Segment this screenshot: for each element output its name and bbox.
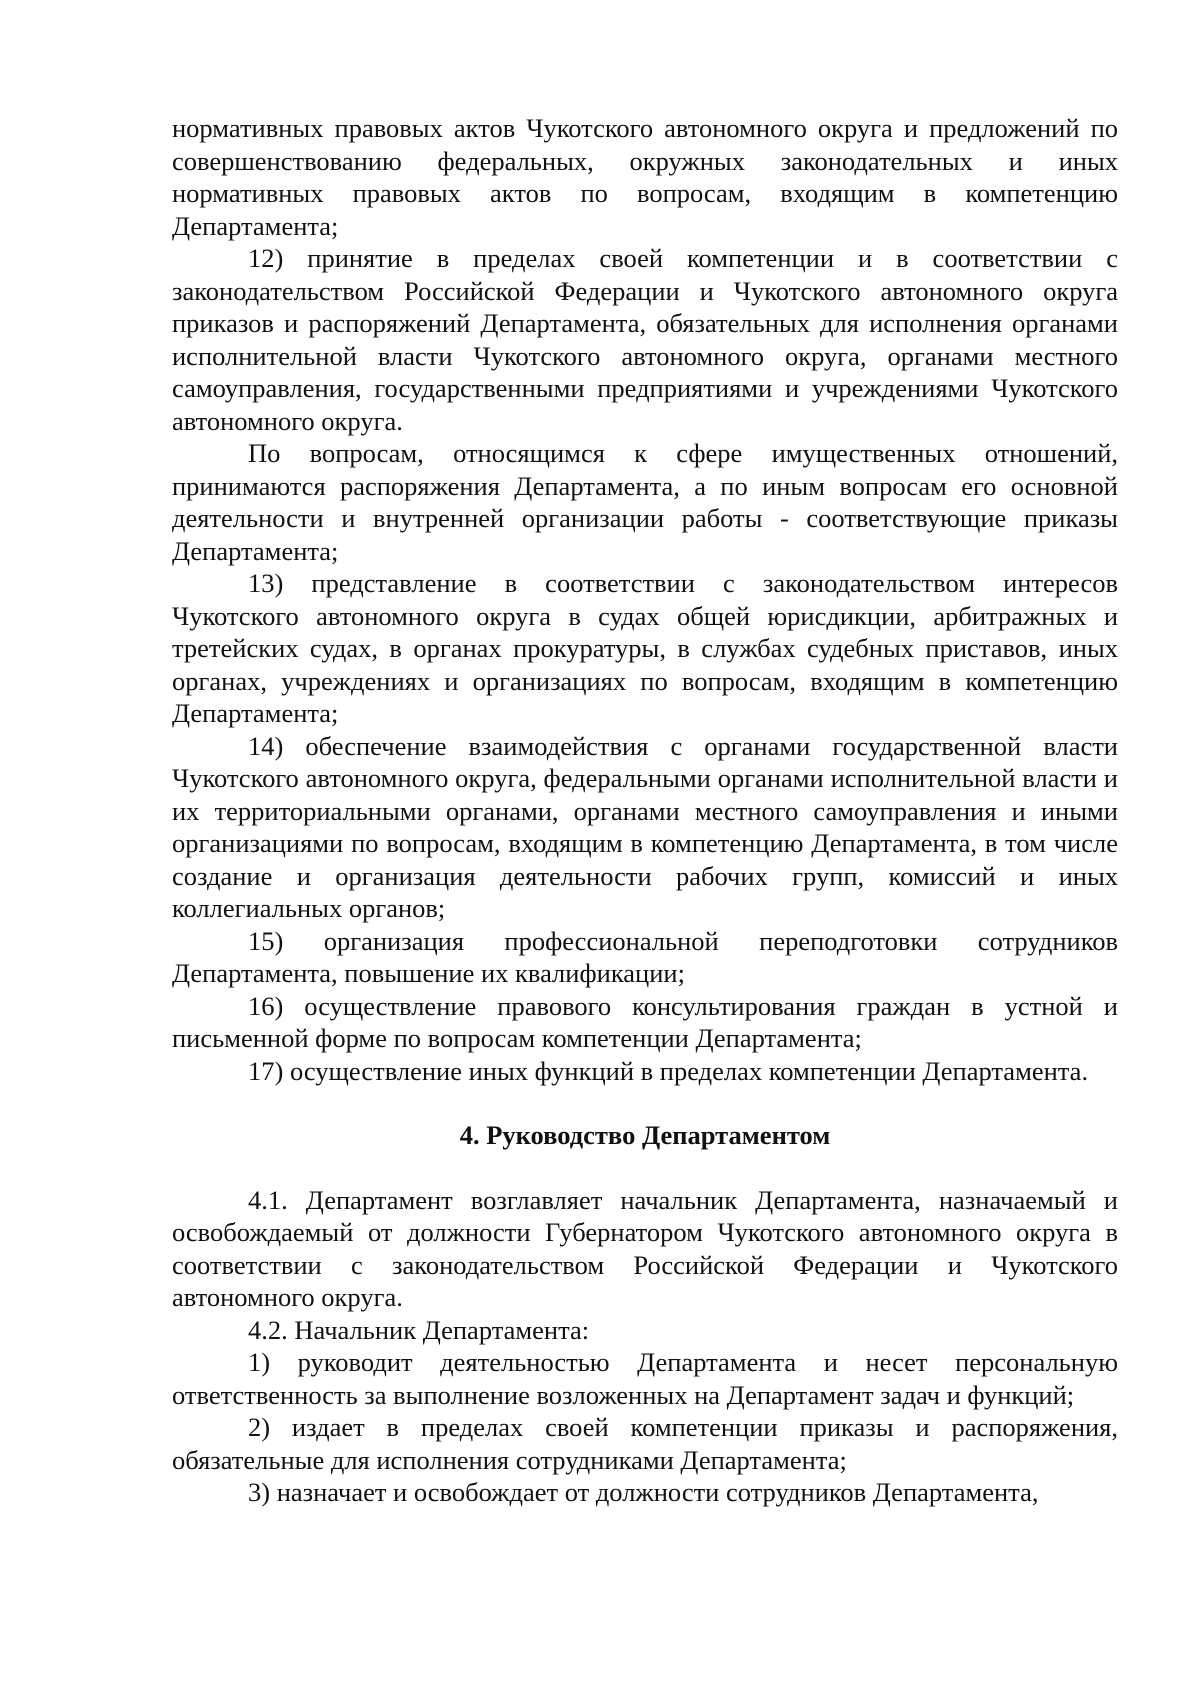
document-page <box>172 112 1118 1509</box>
paragraph-4-2-item-1: 1) руководит деятельностью Департамента и несет персональную ответственность за выполнение возложенных на Департамент задач и функций; <box>172 1347 1118 1410</box>
paragraph-item-17: 17) осуществление иных функций в пределах компетенции Департамента. <box>248 1055 1089 1086</box>
paragraph-item-14: 14) обеспечение взаимодействия с органами государственной власти Чукотского автономного округа, федеральными органами исполнительной власти и их территориальными органами, органами местного самоуправления и иными организациями по вопросам, входящим в компетенцию Департамента, в том числе создание и организация деятельности рабочих групп, комиссий и иных коллегиальных органов; <box>172 730 1118 923</box>
section-heading: 4. Руководство Департаментом <box>459 1120 831 1150</box>
paragraph-4-2: 4.2. Начальник Департамента: <box>248 1314 590 1345</box>
paragraph-continuation: нормативных правовых актов Чукотского автономного округа и предложений по совершенствованию федеральных, окружных законодательных и иных нормативных правовых актов по вопросам, входящим в компетенцию Департамента; <box>172 113 1118 241</box>
paragraph-item-12: 12) принятие в пределах своей компетенции и в соответствии с законодательством Российской Федерации и Чукотского автономного округа приказов и распоряжений Департамента, обязательных для исполнения органами исполнительной власти Чукотского автономного округа, органами местного самоуправления, государственными предприятиями и учреждениями Чукотского автономного округа. <box>172 243 1118 436</box>
paragraph-4-1: 4.1. Департамент возглавляет начальник Департамента, назначаемый и освобождаемый от должности Губернатором Чукотского автономного округа в соответствии с законодательством Российской Федерации и Чукотского автономного округа. <box>172 1184 1118 1312</box>
paragraph-property-relations: По вопросам, относящимся к сфере имущественных отношений, принимаются распоряжения Департамента, а по иным вопросам его основной деятельности и внутренней организации работы - соответствующие приказы Департамента; <box>172 438 1118 566</box>
paragraph-item-13: 13) представление в соответствии с законодательством интересов Чукотского автономного округа в судах общей юрисдикции, арбитражных и третейских судах, в органах прокуратуры, в службах судебных приставов, иных органах, учреждениях и организациях по вопросам, входящим в компетенцию Департамента; <box>172 568 1118 728</box>
paragraph-item-15: 15) организация профессиональной переподготовки сотрудников Департамента, повышение их квалификации; <box>172 925 1118 988</box>
paragraph-item-16: 16) осуществление правового консультирования граждан в устной и письменной форме по вопросам компетенции Департамента; <box>172 990 1118 1053</box>
paragraph-4-2-item-2: 2) издает в пределах своей компетенции приказы и распоряжения, обязательные для исполнения сотрудниками Департамента; <box>172 1412 1118 1475</box>
paragraph-4-2-item-3: 3) назначает и освобождает от должности сотрудников Департамента, <box>248 1477 1039 1507</box>
